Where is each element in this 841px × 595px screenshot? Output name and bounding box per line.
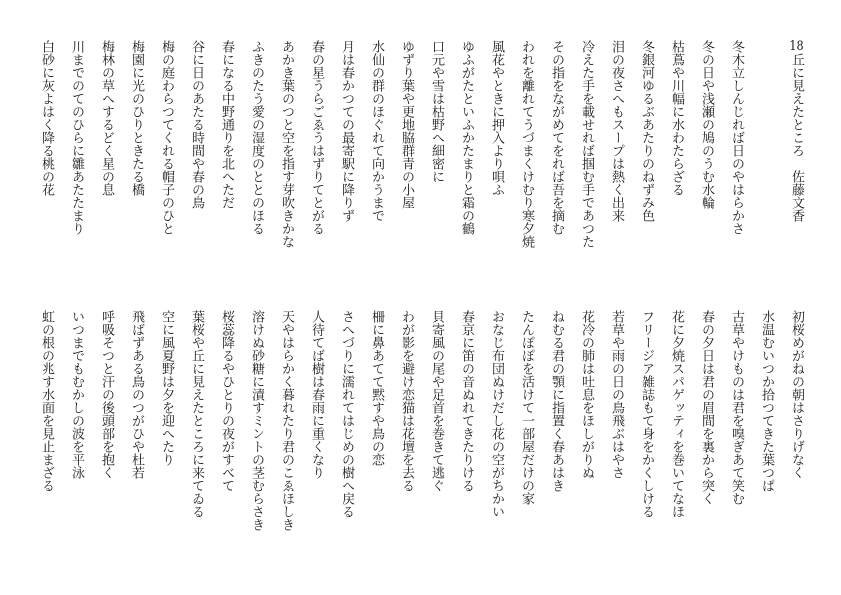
title-text: 丘に見えたところ: [789, 53, 804, 157]
haiku-line: 冬木立しんじれば日のやはらかさ: [729, 40, 744, 235]
haiku-line: 冬の日や浅瀬の鳩のうむ水輪: [699, 40, 714, 209]
haiku-line: わが影を避け恋猫は花壇を去る: [399, 310, 414, 492]
haiku-line: 天やはらかく暮れたり君のこゑほしき: [279, 310, 294, 531]
haiku-line: 冬銀河ゆるぶあたりのねずみ色: [639, 40, 654, 222]
bottom-poem-block: [31, 310, 811, 560]
haiku-line: 空に風夏野は夕を迎へたり: [159, 310, 174, 466]
haiku-line: 風花やときに押入より唄ふ: [489, 40, 504, 196]
haiku-line: 口元や雪は枯野へ細密に: [429, 40, 444, 183]
haiku-line: 若草や雨の日の鳥飛ぶはやさ: [609, 310, 624, 479]
haiku-line: 春京に笛の音ぬれてきたりける: [459, 310, 474, 492]
haiku-line: 人待てば樹は春雨に重くなり: [309, 310, 324, 479]
haiku-line: たんぽぽを活けて一部屋だけの家: [519, 310, 534, 505]
haiku-line: 貝寄風の尾や足首を巻きて逃ぐ: [429, 310, 444, 492]
haiku-line: 春の星うらごゑうはずりてとがる: [309, 40, 324, 235]
haiku-line: あかき葉のつと空を指す芽吹きかな: [279, 40, 294, 248]
haiku-line: 初桜めがねの朝はさりげなく: [789, 310, 804, 479]
haiku-line: いつまでもむかしの波を平泳: [69, 310, 84, 479]
haiku-line: 呼吸そつと汗の後頭部を抱く: [99, 310, 114, 479]
haiku-line: 春になる中野通りを北へただ: [219, 40, 234, 209]
haiku-line: ゆふがたといふかたまりと霜の鶴: [459, 40, 474, 235]
haiku-line: 川までのてのひらに雛あたたまり: [69, 40, 84, 235]
haiku-line: 花冷の肺は吐息をほしがりぬ: [579, 310, 594, 479]
haiku-line: 水仙の群のほぐれて向かうまで: [369, 40, 384, 222]
haiku-line: ねむる君の顎に指置く春あはき: [549, 310, 564, 492]
haiku-line: 枯蔦や川幅に水わたらざる: [669, 40, 684, 196]
haiku-line: 桜蕊降るやひとりの夜がすべて: [219, 310, 234, 492]
haiku-line: 柵に鼻あてて黙すや鳥の恋: [369, 310, 384, 466]
column-spacer: [751, 40, 781, 280]
haiku-line: フリージア雑誌もて身をかくしける: [639, 310, 654, 518]
haiku-line: 飛ばずある鳥のつがひや杜若: [129, 310, 144, 479]
haiku-line: さへづりに濡れてはじめの樹へ戻る: [339, 310, 354, 518]
haiku-line: 泪の夜さへもスープは熱く出来: [609, 40, 624, 222]
haiku-line: 谷に日のあたる時間や春の鳥: [189, 40, 204, 209]
haiku-line: われを離れてうづまくけむり寒夕焼: [519, 40, 534, 248]
haiku-line: 白砂に灰よはく降る桃の花: [39, 40, 54, 196]
haiku-line: 春の夕日は君の眉間を裏から突く: [699, 310, 714, 505]
haiku-line: 梅園に光のひりときたる橋: [129, 40, 144, 196]
haiku-line: 梅林の草へするどく星の息: [99, 40, 114, 196]
haiku-line: 葉桜や丘に見えたところに来てゐる: [189, 310, 204, 518]
haiku-line: 花に夕焼スパゲッティを巻いてなほ: [669, 310, 684, 518]
haiku-line: 冷えた手を載せれば掴む手であつた: [579, 40, 594, 248]
top-poem-block: [31, 40, 811, 280]
author-name: 佐藤文香: [789, 170, 804, 222]
haiku-line: おなじ布団ぬけだし花の空がちかい: [489, 310, 504, 518]
haiku-line: 梅の庭わらつてくれる帽子のひと: [159, 40, 174, 235]
poem-sequence-title: [781, 40, 811, 280]
haiku-line: ゆずり葉や更地脇群青の小屋: [399, 40, 414, 209]
haiku-line: 虹の根の兆す水面を見止まざる: [39, 310, 54, 492]
haiku-line: ふきのたう愛の湿度のととのほる: [249, 40, 264, 235]
haiku-line: 水温むいつか拾つてきた葉つぱ: [759, 310, 774, 492]
title-number: 18: [789, 40, 804, 53]
haiku-line: 月は春かつての最寄駅に降りず: [339, 40, 354, 222]
haiku-line: その指をながめてをれば吾を摘む: [549, 40, 564, 235]
haiku-line: 古草やけものは君を嗅ぎあて笑む: [729, 310, 744, 505]
haiku-line: 溶けぬ砂糖に漬すミントの茎むらさき: [249, 310, 264, 531]
